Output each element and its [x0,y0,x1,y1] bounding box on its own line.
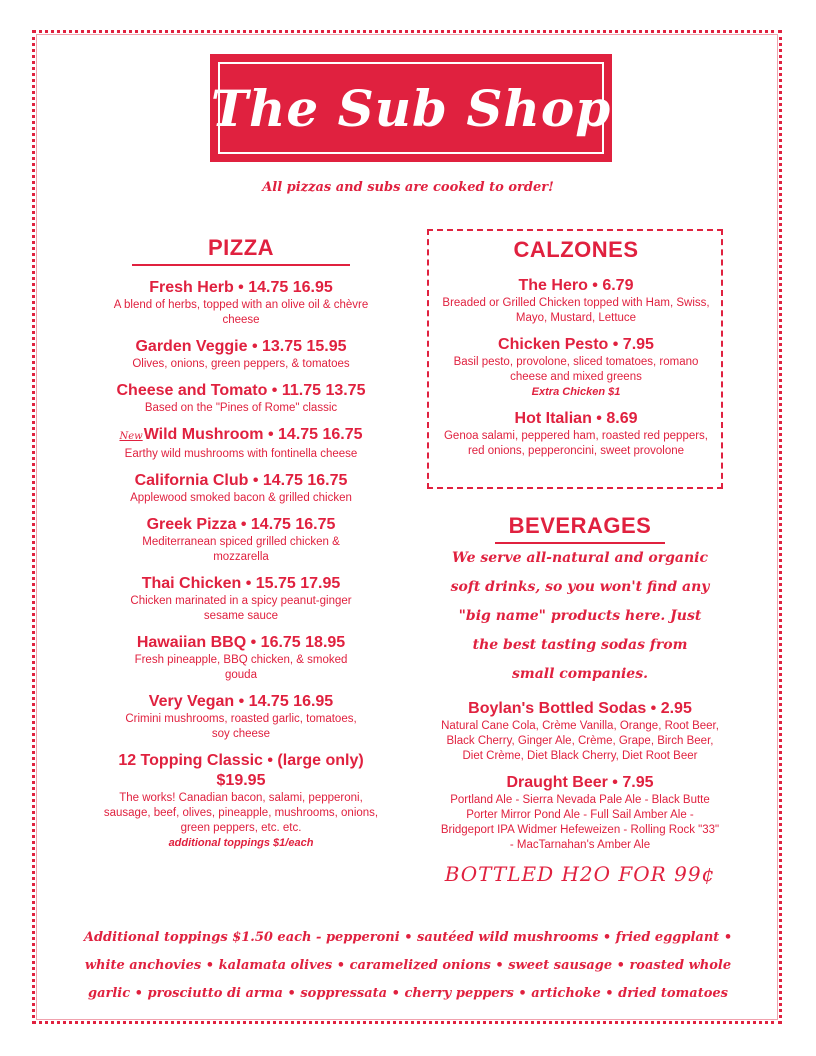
pizza-title: PIZZA [207,235,275,260]
menu-item [96,425,386,462]
page-title: The Sub Shop [210,78,612,138]
item-description: Crimini mushrooms, roasted garlic, tomatoes, soy cheese [125,713,357,740]
item-description: The works! Canadian bacon, salami, pepperoni, sausage, beef, olives, pineapple, mushrooms, onions, green peppers, etc. etc. [103,792,379,834]
beverages-intro: We serve all-natural and organic soft drinks, so you won't find any "big name" products here. Just the best tasting sodas from small companies. [450,550,710,682]
item-description: Basil pesto, provolone, sliced tomatoes, romano cheese and mixed greens [453,356,699,383]
menu-item [436,276,716,326]
item-description: Based on the "Pines of Rome" classic [144,402,338,414]
pizza-section [96,234,386,860]
beverages-title: BEVERAGES [508,513,652,538]
item-name: California Club • 14.75 16.75 [134,472,348,489]
item-description: Fresh pineapple, BBQ chicken, & smoked gouda [134,654,348,681]
new-badge: New [119,431,143,442]
item-name-row [96,425,386,447]
item-name: Very Vegan • 14.75 16.95 [148,693,334,710]
menu-item [436,335,716,400]
item-description: Earthy wild mushrooms with fontinella cheese [124,448,358,460]
item-description: Natural Cane Cola, Crème Vanilla, Orange, Root Beer, Black Cherry, Ginger Ale, Crème, Grape, Birch Beer, Diet Crème, Diet Black Cherry, Diet Root Beer [441,720,719,762]
item-description: Portland Ale - Sierra Nevada Pale Ale - Black Butte Porter Mirror Pond Ale - Full Sail Amber Ale - Bridgeport IPA Widmer Hefeweizen - Rolling Rock "33" - MacTarnahan's Amber Ale [440,794,720,851]
menu-item [96,633,386,683]
menu-item [96,751,386,851]
item-description: Mediterranean spiced grilled chicken & mozzarella [142,536,340,563]
item-name: Hawaiian BBQ • 16.75 18.95 [136,634,346,651]
calzones-section [436,236,716,468]
item-name: Fresh Herb • 14.75 16.95 [149,279,333,296]
menu-item [96,337,386,372]
pizza-heading [96,234,386,266]
bottled-water-note: BOTTLED H2O FOR 99¢ [444,862,716,886]
beverages-section [440,512,720,862]
title-frame [210,62,612,154]
item-name: Garden Veggie • 13.75 15.95 [135,338,347,355]
menu-item [96,381,386,416]
item-description: A blend of herbs, topped with an olive oil & chèvre cheese [113,299,369,326]
item-name: Draught Beer • 7.95 [506,774,654,791]
item-name: The Hero • 6.79 [518,277,634,294]
item-description: Applewood smoked bacon & grilled chicken [130,492,352,504]
item-description: Genoa salami, peppered ham, roasted red peppers, red onions, pepperoncini, sweet provolone [443,430,709,457]
item-name: Greek Pizza • 14.75 16.75 [146,516,336,533]
title-banner [210,54,612,162]
item-name: Hot Italian • 8.69 [514,410,638,427]
menu-item [440,773,720,853]
menu-item [96,278,386,328]
item-name: Thai Chicken • 15.75 17.95 [141,575,341,592]
item-name: Wild Mushroom • 14.75 16.75 [143,426,363,443]
item-note: Extra Chicken $1 [531,386,621,398]
menu-item [440,699,720,764]
calzones-title: CALZONES [513,237,639,262]
item-description: Breaded or Grilled Chicken topped with Ham, Swiss, Mayo, Mustard, Lettuce [442,297,710,324]
menu-item [436,409,716,459]
tagline: All pizzas and subs are cooked to order! [262,180,554,195]
additional-toppings-footer: Additional toppings $1.50 each - pepperoni • sautéed wild mushrooms • fried eggplant • white anchovies • kalamata olives • caramelized onions • sweet sausage • roasted whole garlic • prosciutto di arma • soppressata • cherry peppers • artichoke • dried tomatoes [83,930,733,1001]
item-note: additional toppings $1/each [168,837,314,849]
menu-item [96,574,386,624]
menu-item [96,471,386,506]
item-name: Cheese and Tomato • 11.75 13.75 [116,382,366,399]
item-name: Chicken Pesto • 7.95 [498,336,654,353]
menu-item [96,515,386,565]
menu-item [96,692,386,742]
item-description: Olives, onions, green peppers, & tomatoes [132,358,350,370]
item-description: Chicken marinated in a spicy peanut-ginger sesame sauce [130,595,352,622]
item-name: Boylan's Bottled Sodas • 2.95 [468,700,692,717]
item-name: 12 Topping Classic • (large only) $19.95 [118,752,364,789]
beverages-heading [440,512,720,544]
